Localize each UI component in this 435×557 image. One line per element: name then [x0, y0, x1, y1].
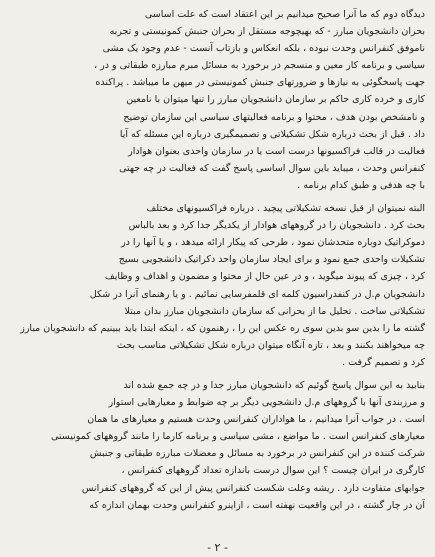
text-line: تشکیلات واحدی جمع نمود و برای ایجاد سازمان واحد دکراتیک دانشجویی بسیج — [118, 254, 425, 266]
text-line: فعالیت در قالب فراکسیونها درست است یا در سازمان واحدی بعنوان هوادار — [128, 145, 425, 157]
text-line: دیدگاه دوم که ما آنرا صحیح میدانیم بر این اعتقاد است که علت اساسی — [144, 9, 425, 20]
text-line: و نامشخص بودن هدف ، محتوا و برنامه فعالیتهای سیاسی این سازمان توضیح — [123, 111, 425, 123]
text-line: با چه هدفی و طبق کدام برنامه . — [297, 179, 425, 191]
paragraph-1 — [10, 6, 425, 194]
text-line: ناموفق کنفرانس وحدت نبوده ، بلکه انعکاس و بازتاب آنست - عدم وجود یک مشی — [102, 43, 425, 55]
text-line: بنابید به این سوال پاسخ گوئیم که دانشجویان مبارز جدا و در چه جمع شده اند — [123, 379, 425, 391]
text-line: بحران دانشجویان مبارز - که بهیچوجه مستقل از بحران جنبش کمونیستی و تجربه — [109, 26, 425, 38]
text-line: جهت پاسخگوئی به نیازها و ضرورتهای جنبش کمونیستی در میهن ما میباشد . پراکنده — [95, 77, 425, 89]
paragraph-3 — [10, 377, 425, 514]
text-line: کنفرانس وحدت ، میباید باین سوال اساسی پاسخ گفت که فعالیت در چه جهتی — [119, 162, 425, 174]
text-line: معیارهای کنفرانس است . ما مواضع ، مشی سیاسی و برنامه کارما را مانند گروههای کمونیستی — [51, 431, 425, 443]
text-line: کارگری در ایران چیست ؟ این سوال درست باندازه تعداد گروههای کنفرانس ، — [121, 465, 425, 477]
text-line: شرکت کننده در این کنفرانس در برخورد به مسائل و معضلات مبارزه طبقاتی و جنبش — [89, 448, 425, 460]
text-line: است . در جواب آنرا میدانیم ، ما هواداران کنفرانس وحدت هستیم و معیارهای ما همان — [87, 414, 425, 426]
text-line: کاری و خرده کاری حاکم بر سازمان دانشجویان مبارز را تنها میتوان با نامعین — [126, 94, 425, 106]
text-line: کرد ، چیزی که پیوند میگوید ، و در عین حال از محتوا و مضمون و اهداف و وظایف — [104, 271, 425, 283]
text-line: کرد و تصمیم گرفت . — [342, 356, 425, 368]
text-line: بحث کرد . دانشجویان را در گروههای هوادار از یکدیگر جدا کرد و بعد بالباس — [128, 220, 425, 232]
text-line: دموکراتیک دوباره متحدشان نمود ، طرحی که پیکار ارائه میدهد ، و یا آنها را در — [121, 237, 425, 249]
text-line: داد . قبل از بحث درباره شکل تشکیلاتی و تصمیمگیری درباره این مسئله که آیا — [119, 128, 425, 140]
page-number: - ٢ - — [207, 541, 228, 554]
text-line: دانشجویان م.ل در کنفدراسیون کلمه ای قلمفرسایی نمائیم . و یا رهنمای آنرا در شکل — [89, 288, 425, 300]
text-line: آن در چار گشته ، در این واقعیت نهفته است ، ازاینرو کنفرانس وحدت بهمان اندازه که — [89, 499, 425, 511]
text-line: و مرزبندی آنها با گروههای م.ل دانشجویی دیگر بر چه ضوابط و معیارهایی استوار — [108, 397, 425, 409]
text-line: سیاسی و برنامه کار معین و منسجم در برخورد به مسائل مبرم مبارزه طبقاتی و در ، — [94, 60, 425, 72]
paragraph-2 — [10, 200, 425, 371]
text-line: البته نمیتوان از قبل نسخه تشکیلاتی پیچید . درباره فراکسیونهای مختلف — [146, 203, 425, 215]
text-line: تشکیلاتی ساخت . تحلیل ما از بحرانی که سازمان دانشجویان مبارز بدان مبتلا — [124, 305, 425, 317]
text-line: جوابهای متفاوت دارد . ریشه وعلت شکست کنفرانس پیش از این که گروههای کنفرانس — [81, 482, 425, 494]
text-line: گشته ما را بدین سو بدین سوی ره عکس این را ، رهنمون که ، اینکه ابتدا باید ببینیم که دانشجویان مبارز — [20, 322, 425, 334]
text-line: چه میخواهند بکنند و بعد ، تازه آنگاه میتوان درباره شکل تشکیلاتی مناسب بحث — [116, 339, 425, 351]
